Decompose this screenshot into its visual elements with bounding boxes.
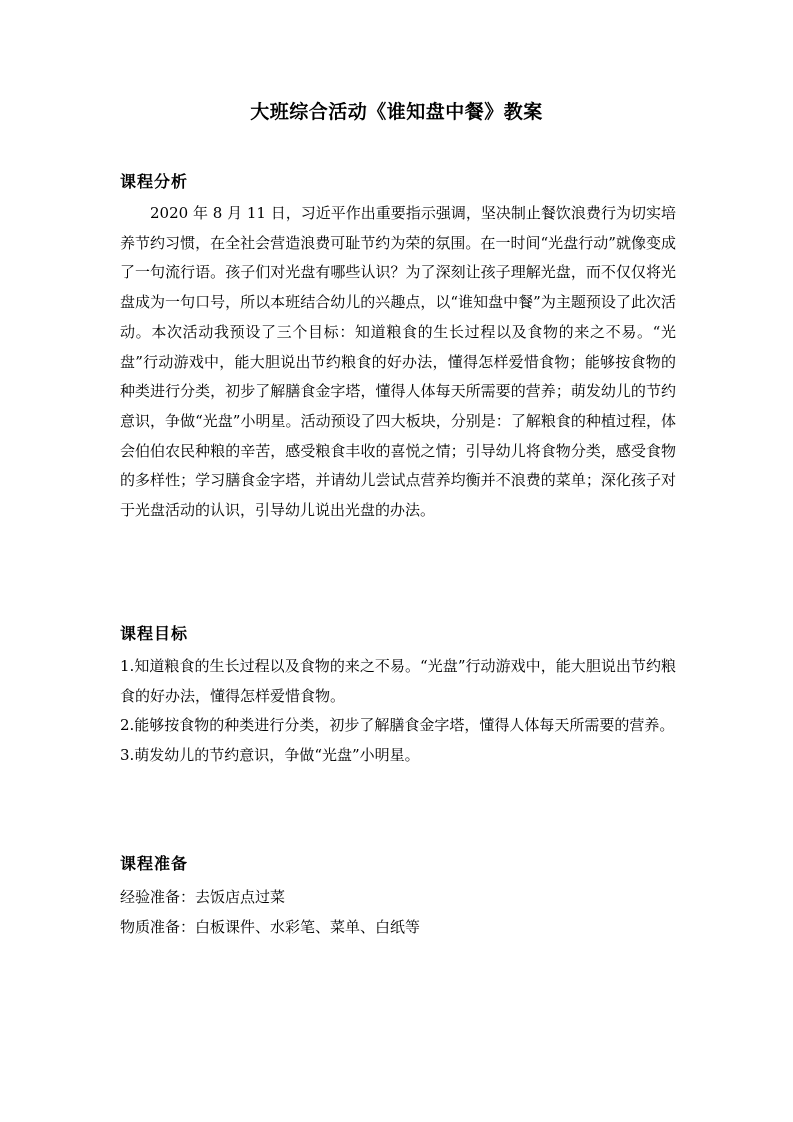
section-heading-goals: 课程目标 (120, 624, 189, 643)
preparation-item-materials: 物质准备：白板课件、水彩笔、菜单、白纸等 (120, 917, 421, 936)
section-heading-analysis: 课程分析 (120, 172, 189, 191)
analysis-paragraph: 2020 年 8 月 11 日，习近平作出重要指示强调，坚决制止餐饮浪费行为切实培养节约习惯，在全社会营造浪费可耻节约为荣的氛围。在一时间“光盘行动”就像变成了一句流行语。孩子们对光盘有哪些认识？为了深刻让孩子理解光盘，而不仅仅将光盘成为一句口号，所以本班结合幼儿的兴趣点，以“谁知盘中餐”为主题预设了此次活动。本次活动我预设了三个目标：知道粮食的生长过程以及食物的来之不易。“光盘”行动游戏中，能大胆说出节约粮食的好办法，懂得怎样爱惜食物；能够按食物的种类进行分类，初步了解膳食金字塔，懂得人体每天所需要的营养；萌发幼儿的节约意识，争做“光盘”小明星。活动预设了四大板块，分别是：了解粮食的种植过程，体会伯伯农民种粮的辛苦，感受粮食丰收的喜悦之情；引导幼儿将食物分类，感受食物的多样性；学习膳食金字塔，并请幼儿尝试点营养均衡并不浪费的菜单；深化孩子对于光盘活动的认识，引导幼儿说出光盘的办法。 (120, 204, 676, 520)
section-heading-preparation: 课程准备 (120, 854, 189, 873)
goal-item-3: 3.萌发幼儿的节约意识，争做“光盘”小明星。 (120, 746, 420, 765)
goals-list (120, 652, 676, 771)
preparation-item-experience: 经验准备：去饭店点过菜 (120, 888, 286, 906)
preparation-list (120, 883, 676, 942)
goal-item-2: 2.能够按食物的种类进行分类，初步了解膳食金字塔，懂得人体每天所需要的营养。 (120, 716, 675, 735)
goal-item-1: 1.知道粮食的生长过程以及食物的来之不易。“光盘”行动游戏中，能大胆说出节约粮食的好办法，懂得怎样爱惜食物。 (120, 657, 676, 705)
document-title: 大班综合活动《谁知盘中餐》教案 (250, 101, 543, 123)
